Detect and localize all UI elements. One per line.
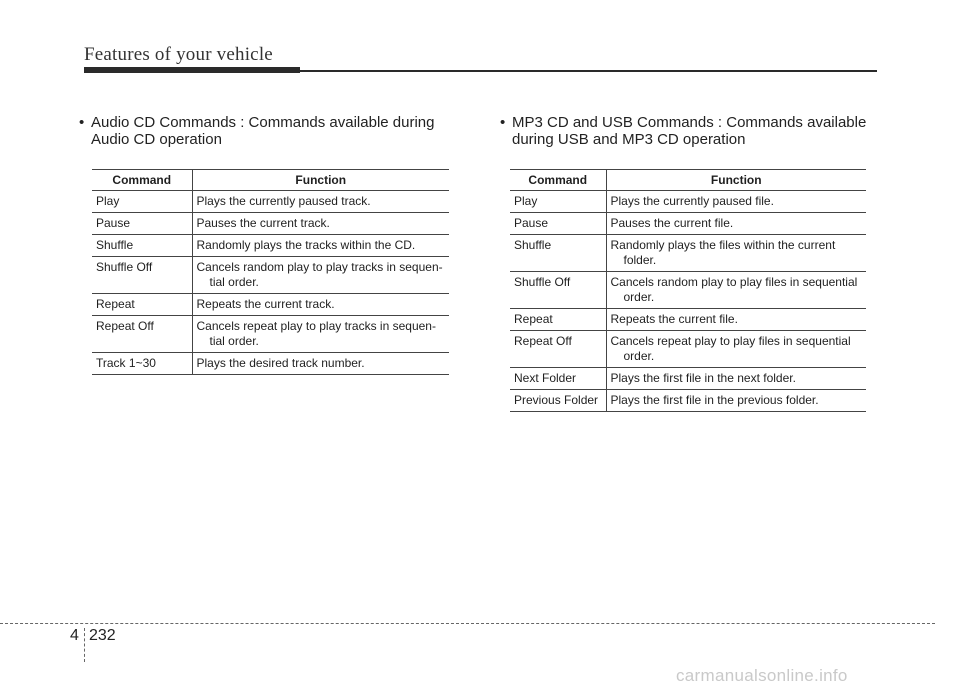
function-text: Randomly plays the tracks within the CD.: [196, 238, 416, 252]
function-text: Plays the first file in the previous folder.: [610, 393, 819, 407]
function-text: Pauses the current file.: [610, 216, 734, 230]
function-cell: [192, 191, 449, 213]
table-row: [510, 213, 866, 235]
chapter-number: 4: [70, 627, 79, 644]
function-text: Plays the currently paused track.: [196, 194, 371, 208]
footer-dashed-rule: [0, 623, 935, 624]
function-text: Randomly plays the files within the current: [610, 238, 836, 252]
table-row: [92, 257, 449, 294]
function-text: Repeats the current track.: [196, 297, 335, 311]
table-row: [92, 316, 449, 353]
function-text: Cancels random play to play tracks in sequen-: [196, 260, 443, 274]
function-cell: [192, 316, 449, 353]
table-row: [510, 235, 866, 272]
table-row: [92, 294, 449, 316]
page-header-title: Features of your vehicle: [84, 44, 273, 65]
function-cell: [606, 213, 866, 235]
table-header-row: [92, 170, 449, 191]
function-cell: [606, 309, 866, 331]
function-text-continued: tial order.: [209, 275, 259, 289]
function-text-continued: order.: [623, 290, 655, 304]
command-cell: Shuffle: [510, 235, 606, 272]
function-text: Plays the desired track number.: [196, 356, 365, 370]
function-text: Cancels repeat play to play tracks in sequen-: [196, 319, 436, 333]
table-row: [510, 191, 866, 213]
command-cell: Pause: [510, 213, 606, 235]
column-header-command: Command: [92, 170, 192, 191]
table-row: [510, 331, 866, 368]
function-text: Pauses the current track.: [196, 216, 330, 230]
table-row: [510, 390, 866, 412]
command-cell: Next Folder: [510, 368, 606, 390]
function-text-continued: tial order.: [209, 334, 259, 348]
command-cell: Repeat: [510, 309, 606, 331]
command-cell: Play: [510, 191, 606, 213]
header-rule-accent: [84, 67, 300, 73]
audio-cd-commands-table: [92, 169, 449, 375]
function-text: Cancels repeat play to play files in sequential: [610, 334, 851, 348]
function-cell: [606, 272, 866, 309]
command-cell: Shuffle: [92, 235, 192, 257]
table-row: [92, 191, 449, 213]
bullet-icon: •: [79, 114, 85, 131]
function-text: Repeats the current file.: [610, 312, 738, 326]
column-header-function: Function: [606, 170, 866, 191]
command-cell: Shuffle Off: [510, 272, 606, 309]
table-row: [92, 353, 449, 375]
function-cell: [606, 331, 866, 368]
command-cell: Previous Folder: [510, 390, 606, 412]
command-cell: Repeat: [92, 294, 192, 316]
function-cell: [192, 294, 449, 316]
table-header-row: [510, 170, 866, 191]
command-cell: Pause: [92, 213, 192, 235]
command-cell: Play: [92, 191, 192, 213]
mp3-usb-intro-line2: during USB and MP3 CD operation: [512, 131, 746, 148]
function-text: Plays the first file in the next folder.: [610, 371, 796, 385]
page-number: 232: [89, 627, 116, 644]
mp3-usb-intro-line1: MP3 CD and USB Commands : Commands available: [512, 114, 867, 131]
audio-cd-intro: [79, 114, 461, 148]
audio-cd-intro-line1: Audio CD Commands : Commands available during: [91, 114, 435, 131]
table-row: [92, 213, 449, 235]
bullet-icon: •: [500, 114, 506, 131]
table-row: [92, 235, 449, 257]
mp3-usb-commands-table: [510, 169, 866, 412]
function-cell: [606, 368, 866, 390]
column-header-command: Command: [510, 170, 606, 191]
function-cell: [192, 257, 449, 294]
command-cell: Repeat Off: [92, 316, 192, 353]
function-cell: [192, 213, 449, 235]
function-cell: [192, 353, 449, 375]
audio-cd-intro-line2: Audio CD operation: [91, 131, 222, 148]
table-row: [510, 368, 866, 390]
function-cell: [606, 191, 866, 213]
footer-page-divider: [84, 628, 85, 662]
function-cell: [192, 235, 449, 257]
command-cell: Repeat Off: [510, 331, 606, 368]
command-cell: Track 1~30: [92, 353, 192, 375]
mp3-usb-intro: [500, 114, 882, 148]
table-row: [510, 309, 866, 331]
table-row: [510, 272, 866, 309]
command-cell: Shuffle Off: [92, 257, 192, 294]
function-text: Plays the currently paused file.: [610, 194, 774, 208]
function-cell: [606, 235, 866, 272]
column-header-function: Function: [192, 170, 449, 191]
watermark: carmanualsonline.info: [676, 666, 848, 685]
function-text-continued: order.: [623, 349, 655, 363]
function-text-continued: folder.: [623, 253, 657, 267]
function-cell: [606, 390, 866, 412]
function-text: Cancels random play to play files in sequential: [610, 275, 858, 289]
